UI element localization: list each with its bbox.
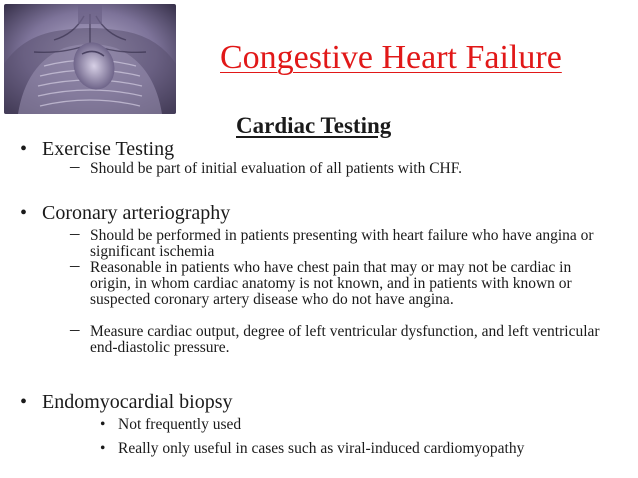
dash-marker: – bbox=[70, 156, 80, 177]
dash-marker: – bbox=[70, 319, 80, 340]
bullet-marker: • bbox=[20, 138, 28, 160]
bullet-marker: • bbox=[100, 416, 106, 433]
sub-bullet-text: Measure cardiac output, degree of left ventricular dysfunction, and left ventricular end-diastolic pressure. bbox=[90, 323, 600, 356]
slide-subtitle: Cardiac Testing bbox=[236, 113, 392, 138]
sub-bullet-text: Reasonable in patients who have chest pain that may or may not be cardiac in origin, in whom cardiac anatomy is not known, and in patients with known or suspected coronary artery disease who do not have angina. bbox=[90, 259, 572, 308]
sub-bullet bbox=[70, 255, 610, 308]
heart-anatomy-image bbox=[4, 4, 176, 114]
sub-bullet-text: Really only useful in cases such as viral-induced cardiomyopathy bbox=[118, 440, 525, 457]
bullet-marker: • bbox=[100, 440, 106, 457]
bullet-marker: • bbox=[20, 202, 28, 224]
sub-bullet-text: Should be part of initial evaluation of all patients with CHF. bbox=[90, 160, 462, 177]
dash-marker: – bbox=[70, 223, 80, 244]
bullet-text: Coronary arteriography bbox=[42, 202, 231, 224]
slide-title: Congestive Heart Failure bbox=[220, 39, 562, 76]
bullet-marker: • bbox=[20, 391, 28, 413]
bullet-text: Exercise Testing bbox=[42, 138, 175, 160]
sub-bullet-text: Not frequently used bbox=[118, 416, 242, 433]
sub-bullet bbox=[70, 223, 610, 260]
sub-bullet bbox=[70, 156, 610, 177]
bullet-text: Endomyocardial biopsy bbox=[42, 391, 233, 413]
dash-marker: – bbox=[70, 255, 80, 276]
sub-bullet-text: Should be performed in patients presenting with heart failure who have angina or significant ischemia bbox=[90, 227, 594, 260]
sub-bullet bbox=[70, 319, 610, 356]
